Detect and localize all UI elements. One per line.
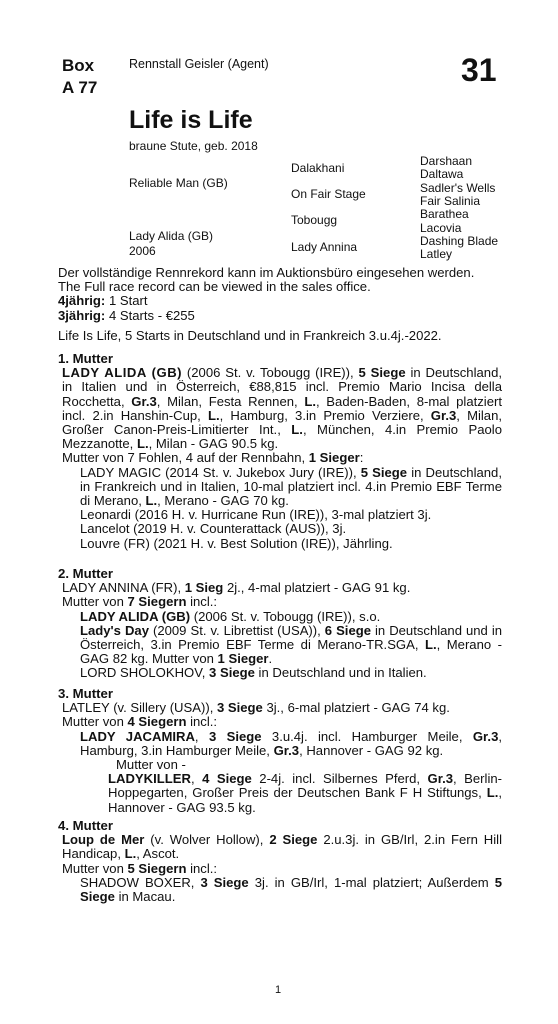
dam3-heading: 3. Mutter bbox=[58, 686, 113, 701]
pedigree-sire: Reliable Man (GB) bbox=[129, 176, 228, 190]
dam4-foal-1 bbox=[58, 876, 502, 904]
pedigree-gs-3: Tobougg bbox=[291, 213, 338, 227]
record-age4 bbox=[58, 294, 502, 308]
dam4-produce bbox=[58, 862, 502, 876]
dam3-line1-b: 3j., 6-mal platziert - GAG 74 kg. bbox=[262, 700, 450, 716]
dam2-line1-wins: 1 Sieg bbox=[184, 580, 224, 596]
dam3-foal-1 bbox=[58, 730, 502, 758]
dam1-produce-intro: Mutter von 7 Fohlen, 4 auf der Rennbahn, bbox=[62, 450, 309, 466]
page-number: 1 bbox=[275, 984, 282, 996]
dam1-foal-3: Lancelot (2019 H. v. Counterattack (AUS)), 3j. bbox=[80, 521, 347, 537]
race-record bbox=[58, 266, 502, 343]
dam2-foal2-c: , Merano - GAG 82 kg. Mutter von bbox=[80, 637, 502, 667]
dam1-produce bbox=[58, 451, 502, 465]
dam2-foal2-d: . bbox=[268, 651, 273, 667]
dam2-line1-a: LADY ANNINA (FR), bbox=[62, 580, 185, 596]
dam1-l1: L. bbox=[304, 393, 316, 409]
foal1-a: LADY MAGIC (2014 St. v. Jukebox Jury (IRE)), bbox=[80, 464, 361, 480]
dam4-foal1-wins: 3 Siege bbox=[200, 874, 249, 890]
dam1-text4: , Baden-Baden, 8-mal platziert incl. 2.in Hanshin-Cup, bbox=[62, 393, 502, 423]
dam2-foal2-a: (2009 St. v. Librettist (USA)), bbox=[148, 622, 325, 638]
pedigree-ggs-4: Fair Salinia bbox=[420, 194, 481, 208]
pedigree-gs-1: Dalakhani bbox=[291, 161, 345, 175]
pedigree-gs-4: Lady Annina bbox=[291, 240, 358, 254]
dam3-line1-wins: 3 Siege bbox=[216, 700, 263, 716]
dam2-line1 bbox=[58, 581, 502, 595]
pedigree-ggs-1: Darshaan bbox=[420, 154, 473, 168]
dam4-produce-c: incl.: bbox=[186, 860, 218, 876]
lot-number: 31 bbox=[461, 52, 497, 88]
dam2-foal3-wins: 3 Siege bbox=[209, 665, 255, 681]
dam1-text5: , Hamburg, 3.in Premio Verziere, bbox=[219, 407, 431, 423]
dam2-foal2-w: 1 Sieger bbox=[217, 651, 269, 667]
dam4-heading: 4. Mutter bbox=[58, 818, 113, 833]
dam2-heading: 2. Mutter bbox=[58, 566, 113, 581]
record-summary: Life Is Life, 5 Starts in Deutschland und in Frankreich 3.u.4j.-2022. bbox=[58, 327, 442, 343]
dam4-section bbox=[58, 815, 502, 904]
dam4-line1 bbox=[58, 833, 502, 861]
dam3-produce bbox=[58, 715, 502, 729]
dam2-foal3-a: LORD SHOLOKHOV, bbox=[80, 665, 210, 681]
pedigree-ggs-3: Sadler's Wells bbox=[420, 181, 496, 195]
box-word: Box bbox=[62, 56, 95, 75]
dam2-foal1-text: (2006 St. v. Tobougg (IRE)), s.o. bbox=[190, 608, 381, 624]
foal1-c: , Merano - GAG 70 kg. bbox=[157, 493, 289, 509]
dam4-line1-c: , Ascot. bbox=[136, 846, 180, 862]
dam3-foal1-c: , Hamburg, 3.in Hamburger Meile, bbox=[80, 728, 502, 758]
foal1-wins: 5 Siege bbox=[360, 464, 408, 480]
dam1-section bbox=[58, 348, 502, 551]
dam2-foal3-b: in Deutschland und in Italien. bbox=[254, 665, 427, 681]
dam1-l4: L. bbox=[136, 436, 149, 452]
dam1-wins: 5 Siege bbox=[358, 365, 406, 381]
dam4-line1-b: 2.u.3j. in GB/Irl, 2.in Fern Hill Handicap, bbox=[62, 832, 502, 862]
pedigree-ggs-8: Latley bbox=[420, 247, 453, 261]
pedigree-ggs-7: Dashing Blade bbox=[420, 234, 499, 248]
dam2-foal-2 bbox=[58, 624, 502, 667]
dam3-foal1-name: LADY JACAMIRA bbox=[80, 728, 195, 744]
dam1-text8: , Milan - GAG 90.5 kg. bbox=[148, 436, 279, 452]
dam4-foal1-b: 3j. in GB/Irl, 1-mal platziert; Außerdem bbox=[248, 874, 495, 890]
dam1-gr: Gr.3 bbox=[131, 393, 157, 409]
pedigree-dam-year: 2006 bbox=[129, 244, 156, 258]
dam3-line1-a: LATLEY (v. Sillery (USA)), bbox=[62, 700, 217, 716]
dam2-foal2-l: L. bbox=[424, 637, 437, 653]
pedigree-dam: Lady Alida (GB) bbox=[129, 229, 214, 243]
dam3-line1 bbox=[58, 701, 502, 715]
dam3-sub-b: 2-4j. incl. Silbernes Pferd, bbox=[251, 771, 428, 787]
dam3-foal1-gr: Gr.3 bbox=[472, 728, 499, 744]
dam3-produce-c: incl.: bbox=[186, 714, 218, 730]
box-number: A 77 bbox=[62, 78, 98, 97]
dam1-text3: , Milan, Festa Rennen, bbox=[156, 393, 305, 409]
dam4-line1-name: Loup de Mer bbox=[62, 832, 145, 848]
horse-description: braune Stute, geb. 2018 bbox=[129, 139, 258, 153]
dam3-foal1-b: 3.u.4j. incl. Hamburger Meile, bbox=[261, 728, 473, 744]
dam3-section bbox=[58, 683, 502, 815]
dam1-l2: L. bbox=[207, 407, 220, 423]
dam1-foal-1 bbox=[58, 466, 502, 509]
record-note-en: The Full race record can be viewed in the sales office. bbox=[58, 279, 371, 295]
dam3-sub-d: , Hannover - GAG 93.5 kg. bbox=[108, 785, 502, 815]
pedigree-gs-2: On Fair Stage bbox=[291, 187, 366, 201]
dam1-l3: L. bbox=[291, 422, 303, 438]
age3-value: 4 Starts - €255 bbox=[108, 307, 195, 323]
dam4-foal1-a: SHADOW BOXER, bbox=[80, 874, 201, 890]
dam1-gr2: Gr.3 bbox=[430, 407, 457, 423]
dam1-text: (2006 St. v. Tobougg (IRE)), bbox=[182, 365, 359, 381]
dam1-text7: , München, 4.in Premio Paolo Mezzanotte, bbox=[62, 422, 502, 452]
dam1-foal-4: Louvre (FR) (2021 H. v. Best Solution (IRE)), Jährling. bbox=[80, 535, 393, 551]
dam3-produce-b: 4 Siegern bbox=[127, 714, 187, 730]
dam2-foal2-b: in Deutschland und in Österreich, 3.in Premio EBF Terme di Merano-TR.SGA, bbox=[80, 622, 503, 653]
dam2-foal-3 bbox=[58, 666, 502, 680]
dam2-foal2-wins: 6 Siege bbox=[324, 622, 372, 638]
dam3-subfoal bbox=[58, 772, 502, 815]
dam3-sub-name: LADYKILLER bbox=[108, 771, 191, 787]
dam3-sub-wins: 4 Siege bbox=[202, 771, 252, 787]
dam3-sub-a: , bbox=[190, 771, 203, 787]
dam4-line1-a: (v. Wolver Hollow), bbox=[144, 832, 270, 848]
dam3-sub-gr: Gr.3 bbox=[427, 771, 454, 787]
horse-name: Life is Life bbox=[129, 106, 253, 134]
dam4-line1-wins: 2 Siege bbox=[269, 832, 318, 848]
dam3-foal1-gr2: Gr.3 bbox=[273, 742, 300, 758]
record-age3 bbox=[58, 309, 502, 323]
dam2-produce-c: incl.: bbox=[186, 594, 218, 610]
dam4-produce-a: Mutter von bbox=[62, 860, 128, 876]
dam1-name: LADY ALIDA (GB) bbox=[62, 365, 183, 381]
dam2-produce-b: 7 Siegern bbox=[127, 594, 187, 610]
dam1-text2: in Deutschland, in Italien und in Österreich, €88,815 incl. Premio Mario Incisa della Rocchetta, bbox=[62, 365, 502, 409]
age4-value: 1 Start bbox=[108, 293, 148, 309]
dam4-line1-l: L. bbox=[124, 846, 137, 862]
dam1-produce-colon: : bbox=[359, 450, 364, 466]
dam2-foal2-name: Lady's Day bbox=[80, 622, 149, 638]
foal1-b: in Deutschland, in Frankreich und in Italien, 10-mal platziert incl. 4.in Premio EBF Terme di Merano, bbox=[80, 464, 502, 509]
dam2-foal1-name: LADY ALIDA (GB) bbox=[80, 608, 191, 624]
agent-name: Rennstall Geisler (Agent) bbox=[129, 57, 269, 71]
dam2-produce bbox=[58, 595, 502, 609]
dam1-entry bbox=[58, 366, 502, 451]
dam1-text6: , Milan, Großer Canon-Preis-Limitierter Int., bbox=[62, 407, 503, 438]
pedigree-ggs-2: Daltawa bbox=[420, 167, 464, 181]
dam3-foal1-mother: Mutter von - bbox=[116, 757, 186, 773]
dam4-foal1-c: in Macau. bbox=[114, 889, 176, 905]
age4-label: 4jährig: bbox=[58, 293, 106, 309]
dam2-section bbox=[58, 563, 502, 681]
dam3-foal1-a: , bbox=[194, 728, 209, 744]
dam3-foal1-d: , Hannover - GAG 92 kg. bbox=[299, 742, 444, 758]
foal1-l: L. bbox=[145, 493, 158, 509]
dam2-foal-1 bbox=[58, 610, 502, 624]
pedigree-ggs-6: Lacovia bbox=[420, 221, 462, 235]
dam3-produce-a: Mutter von bbox=[62, 714, 128, 730]
dam4-foal1-wins2: 5 Siege bbox=[80, 874, 502, 905]
dam3-foal1-wins: 3 Siege bbox=[208, 728, 262, 744]
age3-label: 3jährig: bbox=[58, 307, 106, 323]
dam4-produce-b: 5 Siegern bbox=[127, 860, 187, 876]
dam2-line1-b: 2j., 4-mal platziert - GAG 91 kg. bbox=[223, 580, 411, 596]
dam2-produce-a: Mutter von bbox=[62, 594, 128, 610]
box-label bbox=[62, 55, 97, 99]
dam1-foal-2: Leonardi (2016 H. v. Hurricane Run (IRE)), 3-mal platziert 3j. bbox=[80, 507, 432, 523]
pedigree-ggs-5: Barathea bbox=[420, 207, 469, 221]
dam3-sub-c: , Berlin-Hoppegarten, Großer Preis der Deutschen Bank F H Stiftungs, bbox=[108, 771, 502, 801]
dam3-sub-l: L. bbox=[486, 785, 499, 801]
dam1-heading: 1. Mutter bbox=[58, 351, 113, 366]
dam1-produce-winner: 1 Sieger bbox=[308, 450, 360, 466]
record-note-de: Der vollständige Rennrekord kann im Auktionsbüro eingesehen werden. bbox=[58, 265, 475, 280]
